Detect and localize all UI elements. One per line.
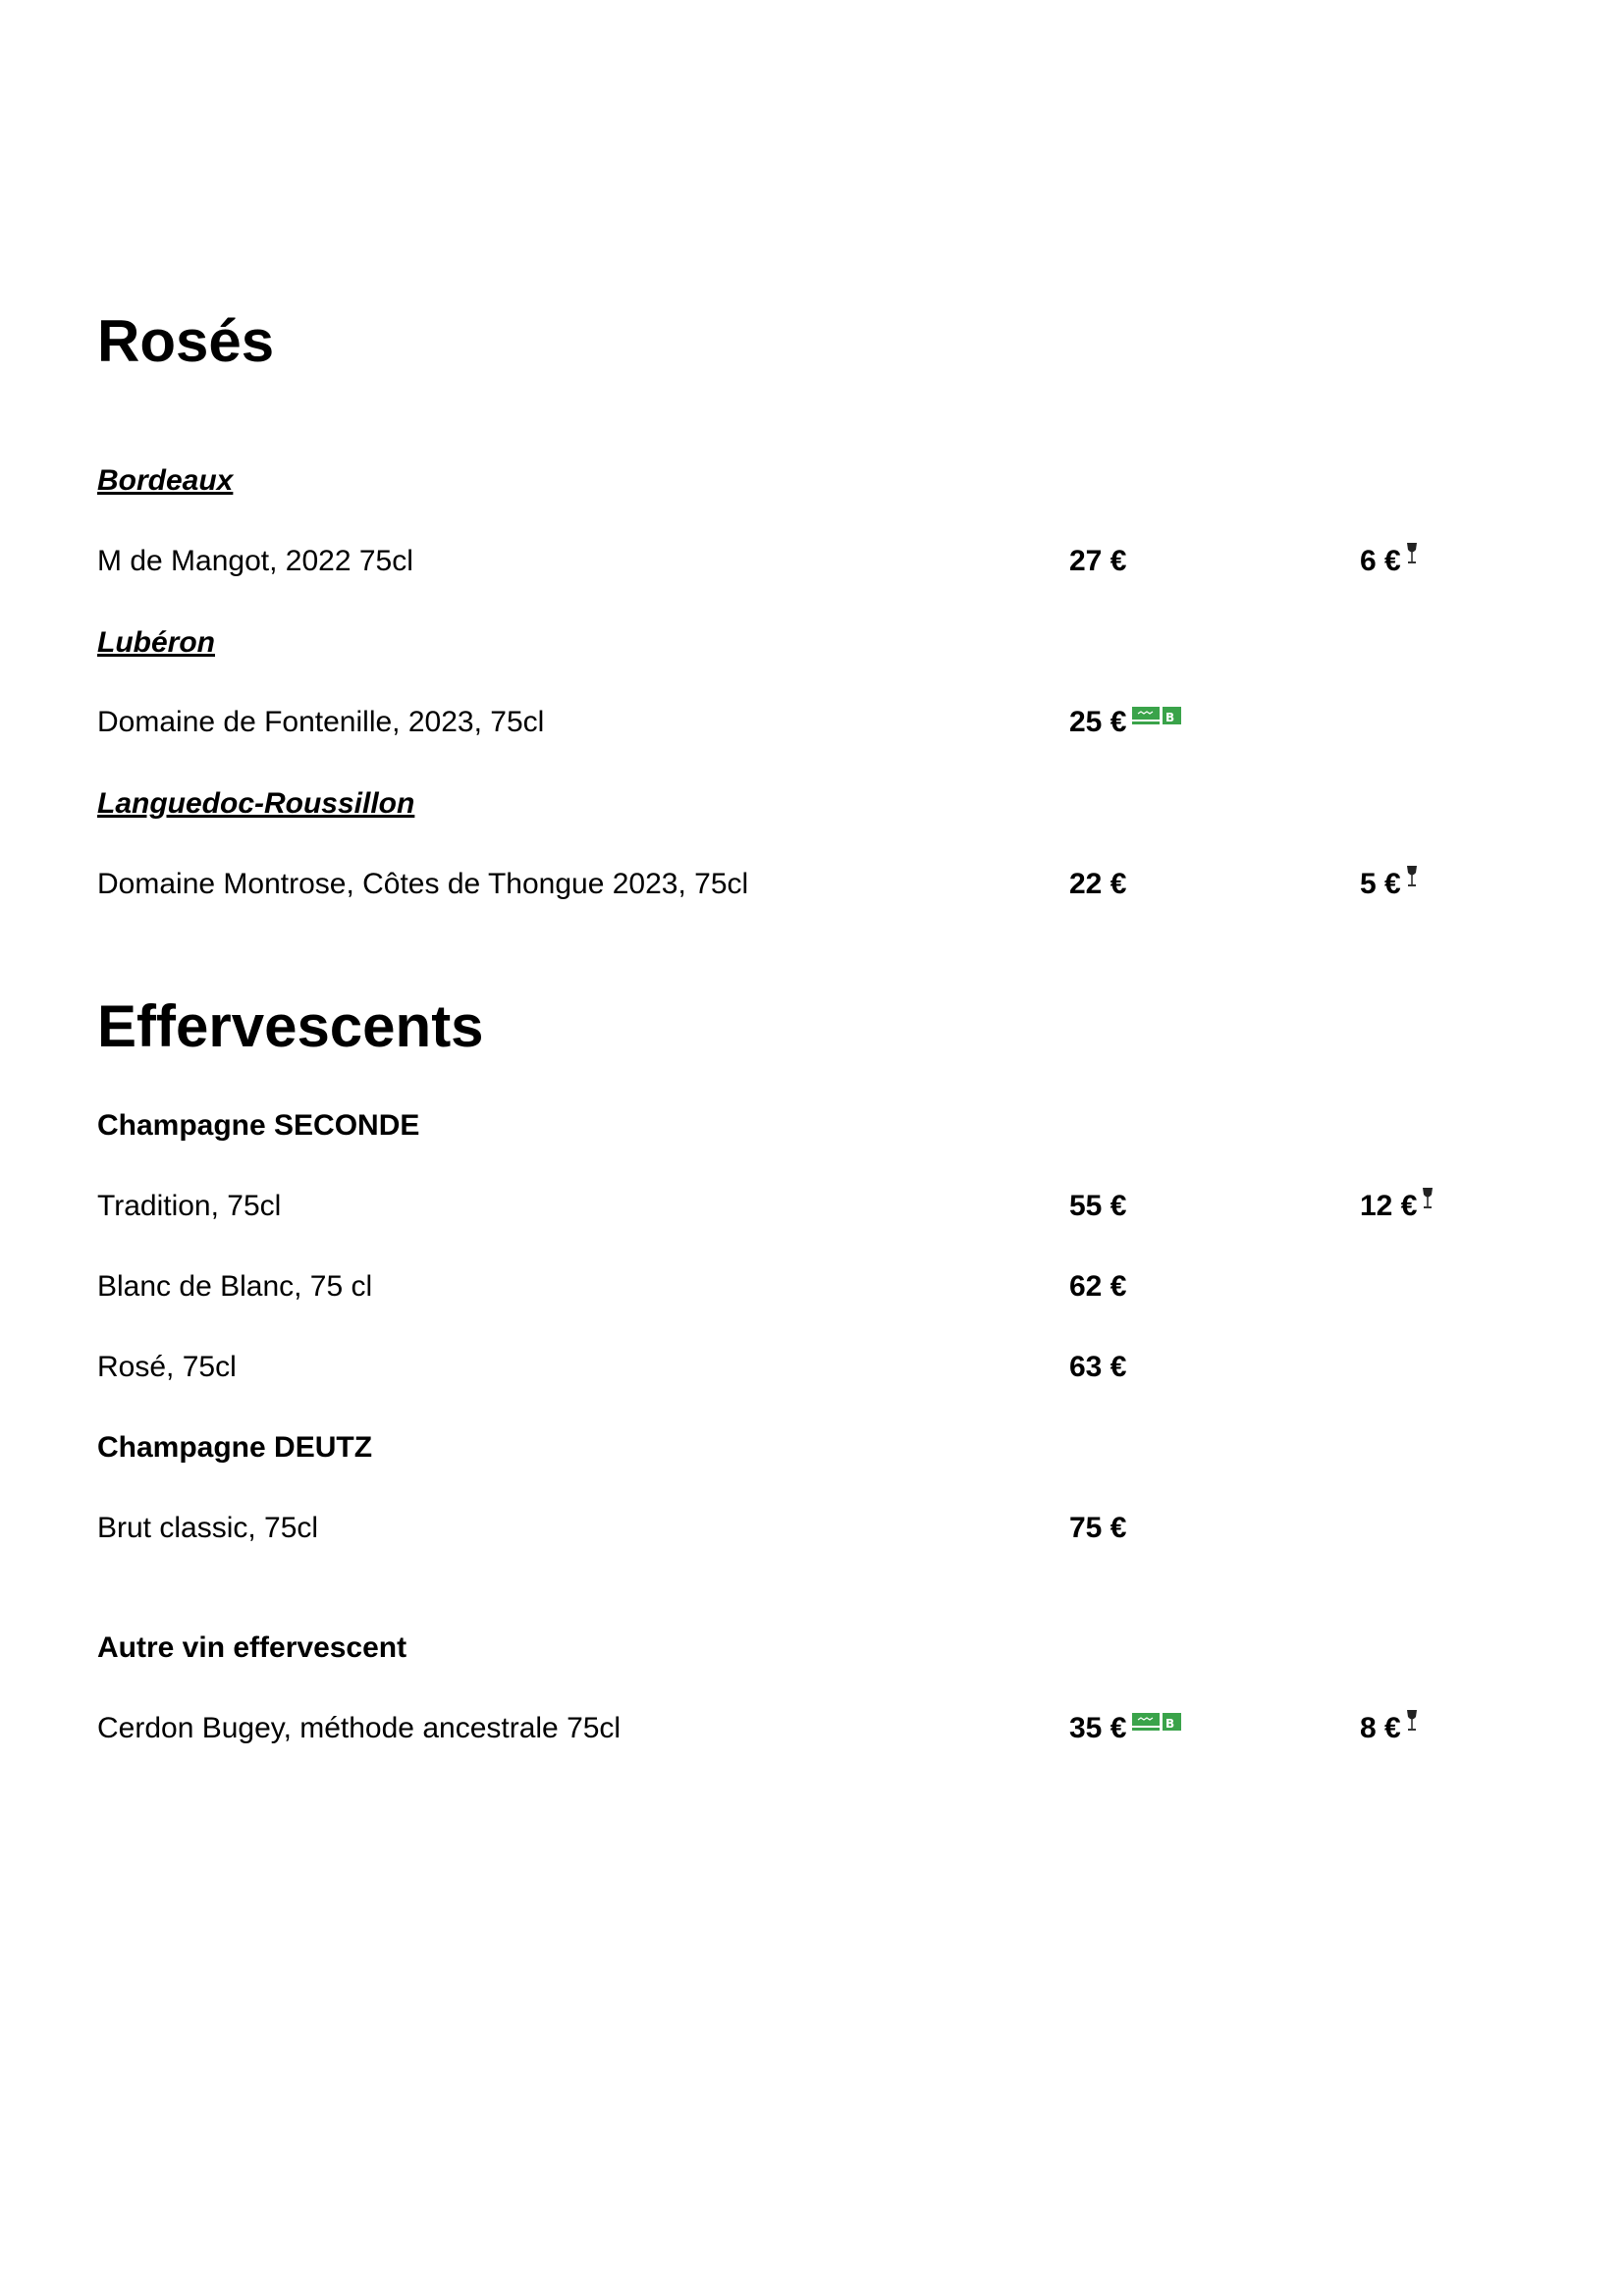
producer-champagne-seconde: Champagne SECONDE (97, 1109, 420, 1142)
region-luberon: Lubéron (97, 626, 215, 659)
wine-name: Domaine de Fontenille, 2023, 75cl (97, 706, 545, 738)
svg-text:B: B (1165, 1717, 1175, 1731)
wine-name: Blanc de Blanc, 75 cl (97, 1270, 373, 1303)
bottle-price: 27 € (1069, 545, 1127, 577)
wine-glass-icon (1421, 1186, 1435, 1211)
wine-row (0, 708, 1624, 747)
bottle-price: 63 € (1069, 1351, 1127, 1383)
wine-row (0, 1272, 1624, 1311)
wine-glass-icon (1405, 541, 1419, 566)
bottle-price: 62 € (1069, 1270, 1127, 1303)
glass-price-cell (1360, 1192, 1435, 1221)
region-bordeaux: Bordeaux (97, 464, 234, 497)
wine-glass-icon (1405, 864, 1419, 889)
wine-row (0, 1514, 1624, 1553)
bottle-price: 75 € (1069, 1512, 1127, 1544)
glass-price: 6 € (1360, 545, 1401, 577)
wine-name: Brut classic, 75cl (97, 1512, 319, 1544)
glass-price: 12 € (1360, 1190, 1418, 1222)
wine-row (0, 547, 1624, 586)
roses-section-title: Rosés (97, 308, 275, 374)
wine-name: Tradition, 75cl (97, 1190, 282, 1222)
organic-label-icon (1132, 1712, 1181, 1734)
wine-glass-icon (1405, 1708, 1419, 1734)
bottle-price-cell (1069, 1714, 1181, 1743)
svg-text:B: B (1165, 711, 1175, 724)
wine-row (0, 1192, 1624, 1231)
producer-autre-vin-effervescent: Autre vin effervescent (97, 1631, 407, 1664)
wine-name: Domaine Montrose, Côtes de Thongue 2023, 75cl (97, 868, 749, 900)
wine-row (0, 870, 1624, 909)
organic-label-icon (1132, 706, 1181, 727)
glass-price-cell (1360, 1714, 1419, 1743)
bottle-price: 25 € (1069, 706, 1127, 738)
wine-name: Cerdon Bugey, méthode ancestrale 75cl (97, 1712, 622, 1744)
wine-row (0, 1714, 1624, 1753)
glass-price: 5 € (1360, 868, 1401, 900)
glass-price-cell (1360, 547, 1419, 576)
wine-row (0, 1353, 1624, 1392)
region-languedoc-roussillon: Languedoc-Roussillon (97, 787, 415, 820)
wine-name: M de Mangot, 2022 75cl (97, 545, 413, 577)
bottle-price: 35 € (1069, 1712, 1127, 1744)
producer-champagne-deutz: Champagne DEUTZ (97, 1431, 373, 1464)
bottle-price: 22 € (1069, 868, 1127, 900)
effervescents-section-title: Effervescents (97, 993, 484, 1059)
glass-price-cell (1360, 870, 1419, 899)
bottle-price: 55 € (1069, 1190, 1127, 1222)
wine-name: Rosé, 75cl (97, 1351, 237, 1383)
bottle-price-cell (1069, 708, 1181, 737)
glass-price: 8 € (1360, 1712, 1401, 1744)
